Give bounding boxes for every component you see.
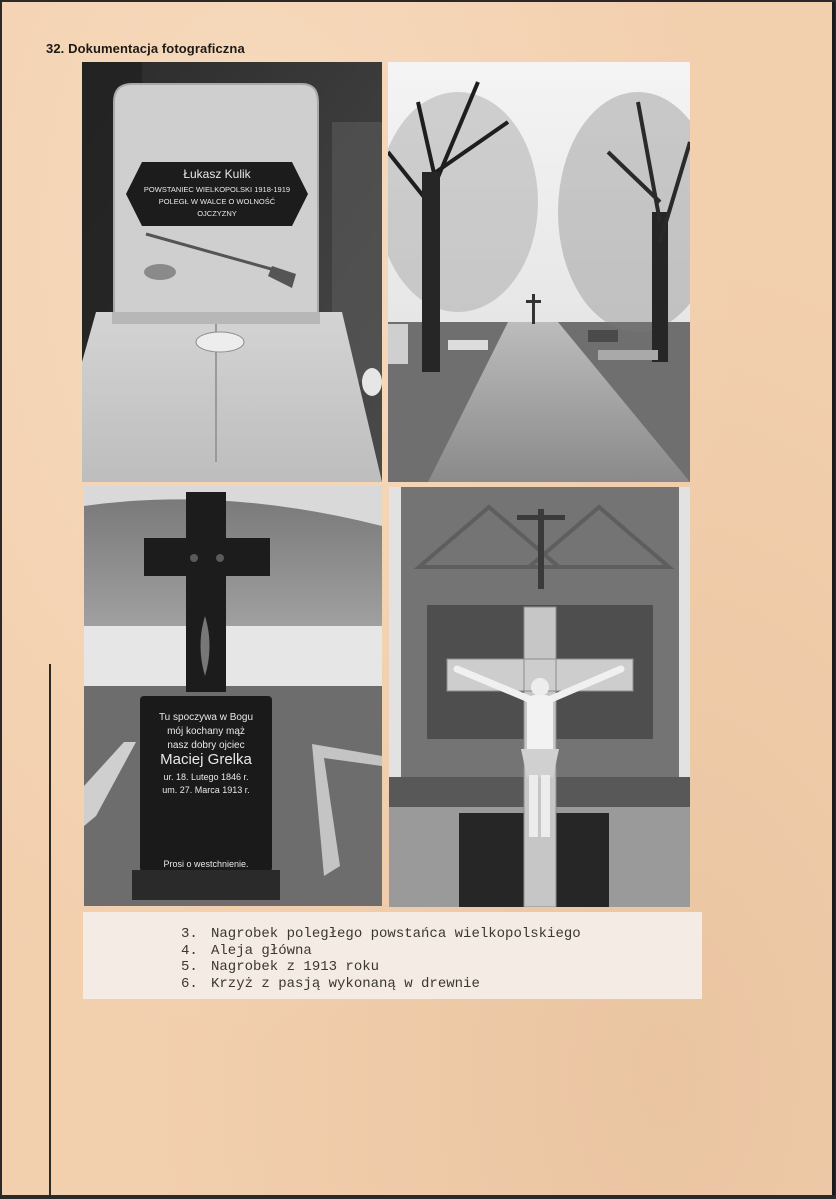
caption-item (181, 976, 581, 993)
plaque-line-name: Łukasz Kulik (183, 167, 251, 181)
photo-main-alley (388, 62, 690, 482)
plaque-line-title: POWSTANIEC WIELKOPOLSKI 1918-1919 (143, 185, 291, 194)
caption-text: Nagrobek z 1913 roku (211, 959, 380, 975)
photo-wooden-crucifix (389, 487, 690, 907)
tomb-line-born: ur. 18. Lutego 1846 r. (163, 772, 249, 782)
tomb-line-2: mój kochany mąż (167, 726, 245, 737)
photo-grave-1913 (84, 486, 382, 906)
margin-rule (49, 664, 51, 1196)
tomb-line-died: um. 27. Marca 1913 r. (162, 785, 250, 795)
caption-text: Aleja główna (211, 942, 312, 959)
caption-item (181, 943, 581, 960)
plaque-line-fell: POLEGŁ W WALCE O WOLNOŚĆ (158, 197, 276, 206)
caption-list (181, 926, 581, 992)
page-heading: 32. Dokumentacja fotograficzna (46, 41, 245, 56)
photo-grave-insurgent (82, 62, 382, 482)
document-page (2, 2, 835, 1195)
caption-item (181, 926, 581, 943)
caption-box (83, 912, 702, 999)
caption-item (181, 959, 581, 976)
caption-number: 4. (181, 942, 198, 959)
caption-number: 5. (181, 959, 198, 975)
caption-text: Nagrobek poległego powstańca wielkopolskiego (211, 926, 581, 942)
caption-text: Krzyż z pasją wykonaną w drewnie (211, 975, 480, 992)
caption-number: 3. (181, 926, 198, 942)
tomb-line-name: Maciej Grelka (160, 751, 252, 768)
plaque-line-homeland: OJCZYZNY (197, 209, 237, 218)
caption-number: 6. (181, 975, 198, 992)
tomb-line-1: Tu spoczywa w Bogu (158, 712, 254, 723)
tomb-line-3: nasz dobry ojciec (167, 740, 245, 751)
tomb-line-prayer: Prosi o westchnienie. (163, 859, 249, 869)
